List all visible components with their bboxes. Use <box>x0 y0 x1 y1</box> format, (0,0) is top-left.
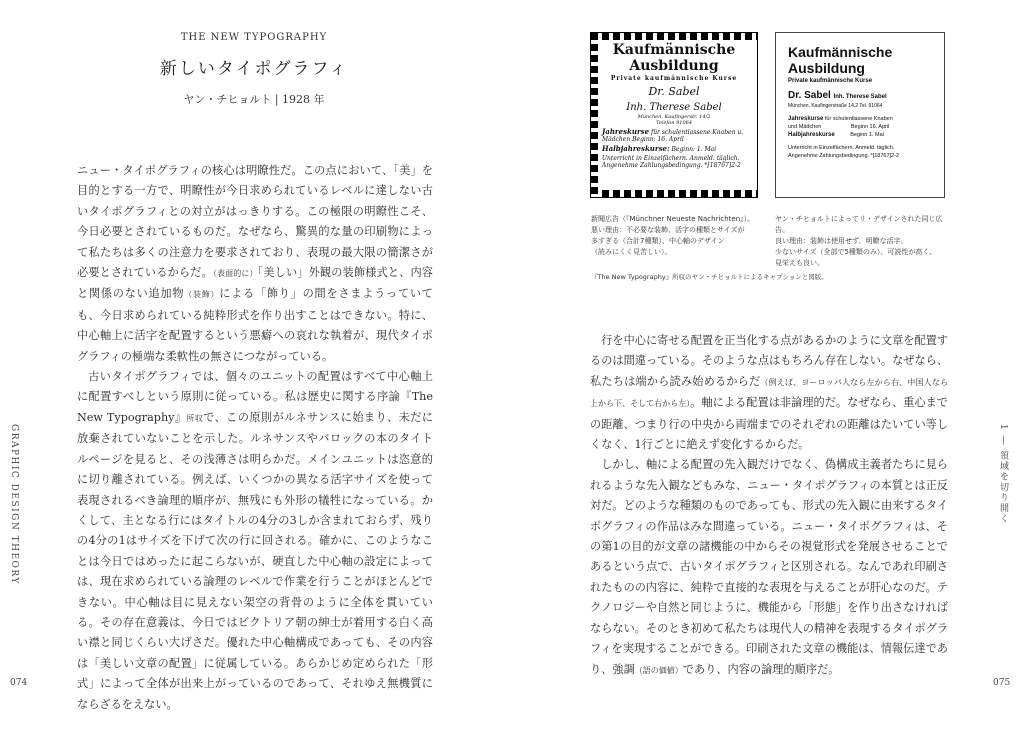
text-run: 。軸による配置は非論理的だ。なぜなら、重心までの距離、つまり行の中央から両端までのそれぞれの距離はたいてい等しくなく、1行ごとに絶えず変化するからだ。 <box>590 396 949 452</box>
right-page-number: 075 <box>993 678 1011 688</box>
ad-phone: Telefon 91064 <box>655 120 693 126</box>
caption-line: 見栄えも良い。 <box>775 259 824 267</box>
ad-subtitle: Private kaufmännische Kurse <box>610 75 738 82</box>
text-run: 古いタイポグラフィでは、個々のユニットの配置はすべて中心軸上に配置すべしという原則に従っている。私は歴史に関する序論『The New Typography』 <box>77 370 433 424</box>
ad-headline-2: Ausbildung <box>629 58 719 74</box>
ad-name-row <box>788 90 936 101</box>
text-run: で、この原則がルネサンスに始まり、未だに放棄されていないことを示した。ルネサンスやバロックの本のタイトルページを見ると、その浅薄さは明らかだ。メインユニットは恣意的に切り離されている。例えば、いくつかの異なる活字サイズを使って表現されるべき論理的順序が、無残にも外形の犠牲になっている。かくして、主となる行にはタイトルの4分の3しか含まれておらず、残りの4分の1はサイズを下げて次の行に回される。確かに、このようなことは今日ではめったに起こらないが、硬直した中心軸の設定によっては、現在求められている論理のレベルで作業を行うことがほとんどできない。中心軸は目に見えない架空の背骨のように全体を貫いている。その存在意義は、今日ではビクトリア朝の紳士が着用する白く高い襟と同じくらい大げさだ。優れた中心軸構成であっても、その内容は「美しい文章の配置」に従属している。あらかじめ定められた「形式」によって全体が出来上がっているのであって、それゆえ無機質にならざるをえない。 <box>77 410 434 711</box>
ad-note-2: Angenehme Zahlungsbedingung. *[18767]2-2 <box>788 153 900 159</box>
ad-redesign-figure <box>775 32 945 198</box>
text-run: しかし、軸による配置の先入観だけでなく、偽構成主義者たちに見られるような先入観などもみな、ニュー・タイポグラフィの本質とは正反対だ。どのような種類のものであっても、形式の先入観に由来するタイポグラフィの作品はみな間違っている。ニュー・タイポグラフィは、その第1の目的が文章の諸機能の中からその視覚形式を発展させることであるという点で、古いタイポグラフィと区別される。なんであれ印刷されたものの内容に、純粋で直接的な表現を与えることが肝心なのだ。テクノロジーや自然と同じように、機能から「形態」を作り出さなければならない。そのとき初めて私たちは現代人の精神を表現するタイポグラフィを実現することができる。印刷された文章の機能は、情報伝達であり、強調 <box>590 458 949 676</box>
small-text-run: （語の価値） <box>634 665 683 675</box>
caption-line: 悪い理由：不必要な装飾、活字の種類とサイズが <box>591 226 745 234</box>
ad-note-1: Unterricht in Einzelfächern. Anmeld. täglich. <box>788 145 895 151</box>
ad-detail: und Mädchen <box>788 124 822 130</box>
ad-detail: für schulentlassene Knaben <box>824 116 893 122</box>
text-run: 「美しい」外観の装飾様式と、内容と関係のない追加物 <box>77 266 433 301</box>
text-run: 行を中心に寄せる配置を正当化する点があるかのように文章を配置するのは間違っている。そのような点はもちろん存在しない。なぜなら、私たちは端から読み始めるからだ <box>590 334 949 388</box>
ad-detail: Beginn 16. April <box>850 124 890 130</box>
right-paragraph-1 <box>590 331 948 455</box>
ad-label: Jahreskurse <box>602 127 650 136</box>
text-run: ニュー・タイポグラフィの核心は明瞭性だ。この点において、「美」を目的とする一方で、明瞭性が今日求められているレベルに達しない古いタイポグラフィとの対立がはっきりする。この極限の明瞭性こそ、今日必要とされているものだ。なぜなら、驚異的な量の印刷物によって私たちは多くの注意力を要求されており、表現の最大限の簡潔さが必要とされているからだ。 <box>77 164 433 280</box>
ad-label: Jahreskurse <box>788 116 824 122</box>
header-english-title: THE NEW TYPOGRAPHY <box>180 32 328 43</box>
ad-detail: für schulentlassene Knaben u. Mädchen Beginn: 16. April <box>602 129 744 143</box>
ad-label: Halbjahreskurse <box>788 132 835 138</box>
small-text-run: （表面的に） <box>212 269 258 279</box>
ad-detail: Beginn 1. Mai <box>850 132 884 138</box>
caption-line: 多すぎる（合計7種類）、中心軸のデザイン <box>591 237 725 245</box>
left-page-number: 074 <box>10 678 28 688</box>
ad-subtitle: Private kaufmännische Kurse <box>788 78 873 84</box>
right-side-running-title: 1 ― 領域を切り開く <box>998 424 1008 524</box>
ad-headline-1: Kaufmännische <box>612 42 736 58</box>
caption-line: 新聞広告（『Münchner Neueste Nachrichten』）。 <box>591 215 755 223</box>
ad-owner: Inh. Therese Sabel <box>626 102 722 113</box>
left-body-text <box>77 161 433 715</box>
ad-detail: Beginn: 1. Mai <box>671 146 717 153</box>
ad-address: München, Kaufingerstraße 14,2 Tel. 91064 <box>788 103 883 109</box>
ad-redesign-content <box>788 44 936 160</box>
ad-note-1: Unterricht in Einzelfächern. Anmeld. täglich. <box>602 155 740 162</box>
caption-source-note: 『The New Typography』所収のヤン・チヒョルトによるキャプションと図版。 <box>591 273 828 281</box>
ad-original-figure <box>590 32 758 198</box>
ad-original-content <box>602 42 746 169</box>
ad-row-halbjahreskurse <box>602 145 746 153</box>
decorative-border-bottom <box>591 190 757 197</box>
right-paragraph-2 <box>590 455 948 680</box>
text-run: であり、内容の論理的順序だ。 <box>682 662 840 676</box>
small-text-run: （例えば、ヨーロッパ人なら左から右、中国人なら上から下、そして右から左） <box>590 377 948 409</box>
ad-name: Dr. Sabel <box>788 90 831 101</box>
left-paragraph-1 <box>77 161 433 367</box>
left-paragraph-2 <box>77 367 433 715</box>
ad-row-maedchen <box>788 123 936 131</box>
author-line: ヤン・チヒョルト | 1928 年 <box>183 93 325 106</box>
caption-line: ヤン・チヒョルトによってリ・デザインされた同じ広告。 <box>775 215 943 234</box>
caption-line: （読みにくく見苦しい）。 <box>591 248 672 256</box>
header-japanese-title: 新しいタイポグラフィ <box>159 59 349 79</box>
ad-note-2: Angenehme Zahlungsbedingung. *[18767]2-2 <box>602 162 741 169</box>
decorative-border-top <box>591 33 757 40</box>
ad-headline-1: Kaufmännische <box>788 44 893 60</box>
caption-original <box>591 214 769 258</box>
left-side-running-title: GRAPHIC DESIGN THEORY <box>9 424 19 585</box>
small-text-run: 所収 <box>186 413 204 423</box>
ad-label: Halbjahreskurse: <box>602 144 670 153</box>
ad-row-halbjahreskurse <box>788 131 936 139</box>
ad-address: München, Kaufingerstr. 14/2 <box>637 114 711 120</box>
right-body-text <box>590 331 948 681</box>
caption-line: 良い理由：装飾は使用せず、明瞭な活字、 <box>775 237 908 245</box>
ad-headline-2: Ausbildung <box>788 60 865 76</box>
text-run: による「飾り」の間をさまようっていても、今日求められている純粋形式を作り出すことはできない。特に、中心軸上に活字を配置するという悪癖への哀れな執着が、現代タイポグラフィの極端な柔軟性の無さにつながっている。 <box>77 287 433 363</box>
ad-row-jahreskurse <box>602 128 746 143</box>
small-text-run: （装飾） <box>184 290 220 300</box>
caption-line: 少ないサイズ（全部で5種類のみ）、可読性が高く、 <box>775 248 937 256</box>
caption-redesign <box>775 214 955 269</box>
ad-owner: Inh. Therese Sabel <box>833 94 887 100</box>
ad-name: Dr. Sabel <box>648 85 700 98</box>
decorative-border-right <box>591 33 598 197</box>
ad-row-jahreskurse <box>788 115 936 123</box>
